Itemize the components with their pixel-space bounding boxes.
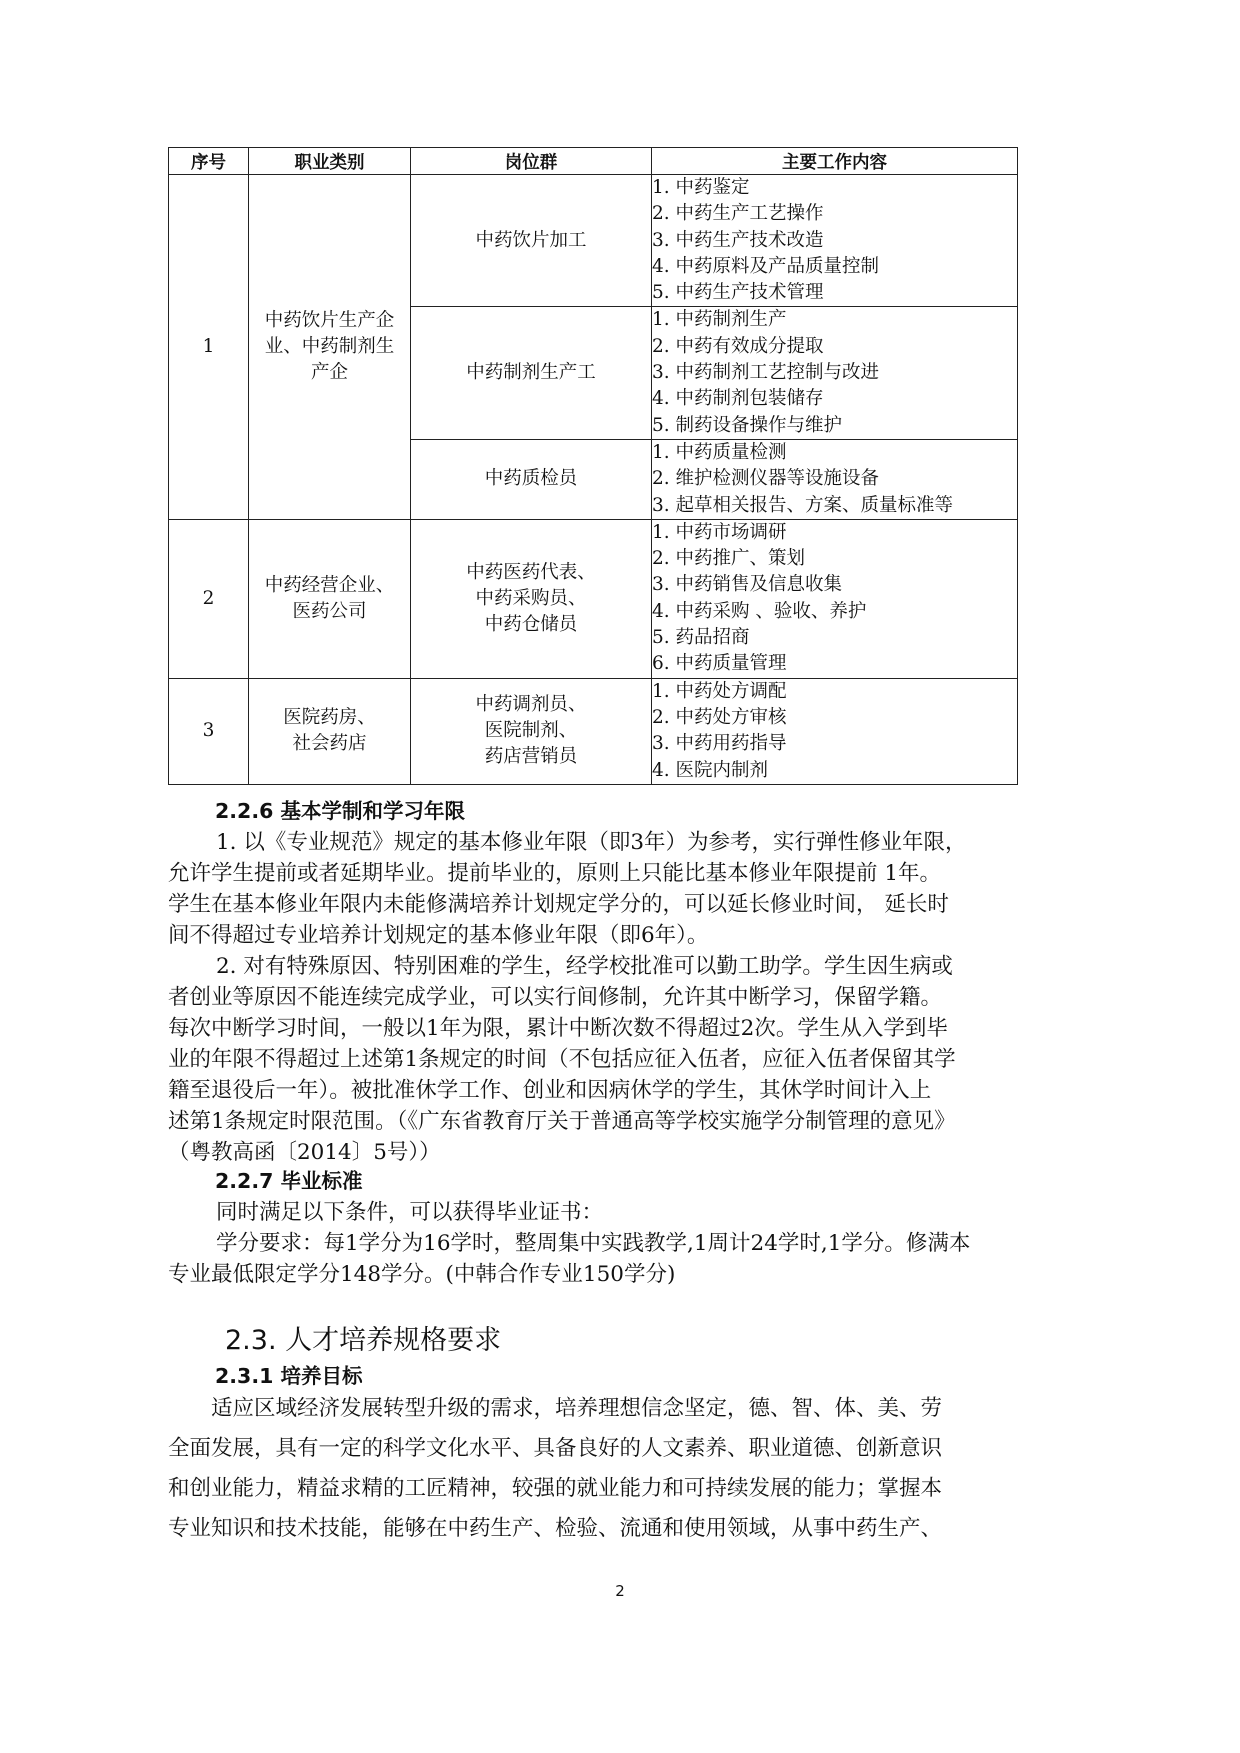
group-line: 药店营销员 xyxy=(484,746,578,768)
list-item: 2. 中药生产工艺操作 xyxy=(652,203,824,225)
group-line: 中药仓储员 xyxy=(484,613,578,635)
job-group: 中药制剂生产工 xyxy=(411,307,652,439)
page-number: 2 xyxy=(615,1582,625,1600)
header-content: 主要工作内容 xyxy=(652,148,1018,175)
list-item: 6. 中药质量管理 xyxy=(652,653,787,675)
header-category: 职业类别 xyxy=(249,148,411,175)
list-item: 2. 中药处方审核 xyxy=(652,706,787,728)
paragraph-line: 籍至退役后一年）。被批准休学工作、创业和因病休学的学生，其休学时间计入上 xyxy=(168,1078,932,1103)
job-category xyxy=(249,678,411,784)
group-line: 中药医药代表、 xyxy=(466,561,596,583)
category-line: 业、中药制剂生 xyxy=(264,335,395,357)
paragraph-line: 2. 对有特殊原因、特别困难的学生，经学校批准可以勤工助学。学生因生病或 xyxy=(216,954,953,979)
list-item: 3. 中药生产技术改造 xyxy=(652,229,824,251)
category-line: 医院药房、 xyxy=(283,707,376,729)
job-group: 中药饮片加工 xyxy=(411,175,652,307)
list-item: 1. 中药鉴定 xyxy=(652,177,750,198)
work-content xyxy=(652,175,1018,307)
list-item: 4. 中药原料及产品质量控制 xyxy=(652,255,880,277)
paragraph-line: 全面发展，具有一定的科学文化水平、具备良好的人文素养、职业道德、创新意识 xyxy=(168,1436,943,1461)
job-group xyxy=(411,678,652,784)
category-line: 中药饮片生产企 xyxy=(264,309,395,331)
table-row xyxy=(169,519,1018,678)
paragraph-line: 学分要求：每1学分为16学时，整周集中实践教学,1周计24学时,1学分。修满本 xyxy=(216,1231,971,1256)
list-item: 1. 中药处方调配 xyxy=(652,680,787,702)
list-item: 5. 药品招商 xyxy=(652,627,750,649)
list-item: 5. 中药生产技术管理 xyxy=(652,282,824,304)
list-item: 3. 中药用药指导 xyxy=(652,733,787,755)
paragraph-line: 业的年限不得超过上述第1条规定的时间（不包括应征入伍者，应征入伍者保留其学 xyxy=(168,1047,956,1072)
section-2-2-6-body xyxy=(168,827,1068,1168)
work-content xyxy=(652,307,1018,439)
category-line: 社会药店 xyxy=(292,733,367,755)
paragraph-line: 允许学生提前或者延期毕业。提前毕业的，原则上只能比基本修业年限提前 1年。 xyxy=(168,861,942,886)
list-item: 2. 中药推广、策划 xyxy=(652,548,806,570)
category-line: 产企 xyxy=(310,361,348,383)
row-number: 3 xyxy=(169,678,249,784)
paragraph-line: （粤教高函〔2014〕5号）） xyxy=(168,1140,441,1165)
job-category xyxy=(249,519,411,678)
section-2-2-7-body xyxy=(168,1197,1068,1290)
section-heading-2-3-1: 2.3.1 培养目标 xyxy=(215,1364,363,1388)
list-item: 4. 医院内制剂 xyxy=(652,759,769,781)
category-line: 医药公司 xyxy=(292,600,367,622)
category-line: 中药经营企业、 xyxy=(264,574,395,596)
job-group xyxy=(411,519,652,678)
group-line: 中药采购员、 xyxy=(475,587,587,609)
table-row xyxy=(169,175,1018,307)
work-content xyxy=(652,519,1018,678)
list-item: 3. 中药销售及信息收集 xyxy=(652,574,843,596)
paragraph-line: 和创业能力，精益求精的工匠精神，较强的就业能力和可持续发展的能力；掌握本 xyxy=(168,1476,943,1501)
job-group: 中药质检员 xyxy=(411,439,652,519)
group-line: 医院制剂、 xyxy=(484,720,578,742)
work-content xyxy=(652,439,1018,519)
list-item: 5. 制药设备操作与维护 xyxy=(652,414,843,436)
paragraph-line: 间不得超过专业培养计划规定的基本修业年限（即6年）。 xyxy=(168,923,709,948)
section-2-3-1-body xyxy=(168,1389,1068,1549)
work-content xyxy=(652,678,1018,784)
group-line: 中药调剂员、 xyxy=(475,694,587,716)
list-item: 3. 起草相关报告、方案、质量标准等 xyxy=(652,494,954,516)
paragraph-line: 学生在基本修业年限内未能修满培养计划规定学分的，可以延长修业时间， 延长时 xyxy=(168,892,949,917)
list-item: 3. 中药制剂工艺控制与改进 xyxy=(652,362,880,384)
list-item: 4. 中药制剂包装储存 xyxy=(652,388,824,410)
paragraph-line: 适应区域经济发展转型升级的需求，培养理想信念坚定，德、智、体、美、劳 xyxy=(211,1396,943,1421)
list-item: 2. 维护检测仪器等设施设备 xyxy=(652,468,880,490)
section-heading-2-2-6: 2.2.6 基本学制和学习年限 xyxy=(215,799,466,823)
header-no: 序号 xyxy=(169,148,249,175)
section-heading-2-2-7: 2.2.7 毕业标准 xyxy=(215,1169,363,1193)
paragraph-line: 1. 以《专业规范》规定的基本修业年限（即3年）为参考，实行弹性修业年限， xyxy=(216,830,967,855)
table-header-row xyxy=(169,148,1018,175)
list-item: 1. 中药制剂生产 xyxy=(652,309,787,331)
list-item: 1. 中药市场调研 xyxy=(652,521,787,543)
paragraph-line: 同时满足以下条件，可以获得毕业证书： xyxy=(216,1200,604,1225)
table-row xyxy=(169,678,1018,784)
paragraph-line: 述第1条规定时限范围。（《广东省教育厅关于普通高等学校实施学分制管理的意见》 xyxy=(168,1109,956,1134)
paragraph-line: 者创业等原因不能连续完成学业，可以实行间修制，允许其中断学习，保留学籍。 xyxy=(168,985,943,1010)
list-item: 2. 中药有效成分提取 xyxy=(652,335,824,357)
paragraph-line: 专业知识和技术技能，能够在中药生产、检验、流通和使用领域，从事中药生产、 xyxy=(168,1516,943,1541)
paragraph-line: 每次中断学习时间，一般以1年为限，累计中断次数不得超过2次。学生从入学到毕 xyxy=(168,1016,948,1041)
paragraph-line: 专业最低限定学分148学分。(中韩合作专业150学分) xyxy=(168,1262,676,1287)
row-number: 2 xyxy=(169,519,249,678)
section-heading-2-3: 2.3. 人才培养规格要求 xyxy=(225,1325,502,1356)
header-group: 岗位群 xyxy=(411,148,652,175)
job-category xyxy=(249,175,411,520)
job-table xyxy=(168,147,1018,785)
list-item: 1. 中药质量检测 xyxy=(652,441,787,463)
row-number: 1 xyxy=(169,175,249,520)
list-item: 4. 中药采购 、验收、养护 xyxy=(652,600,867,622)
